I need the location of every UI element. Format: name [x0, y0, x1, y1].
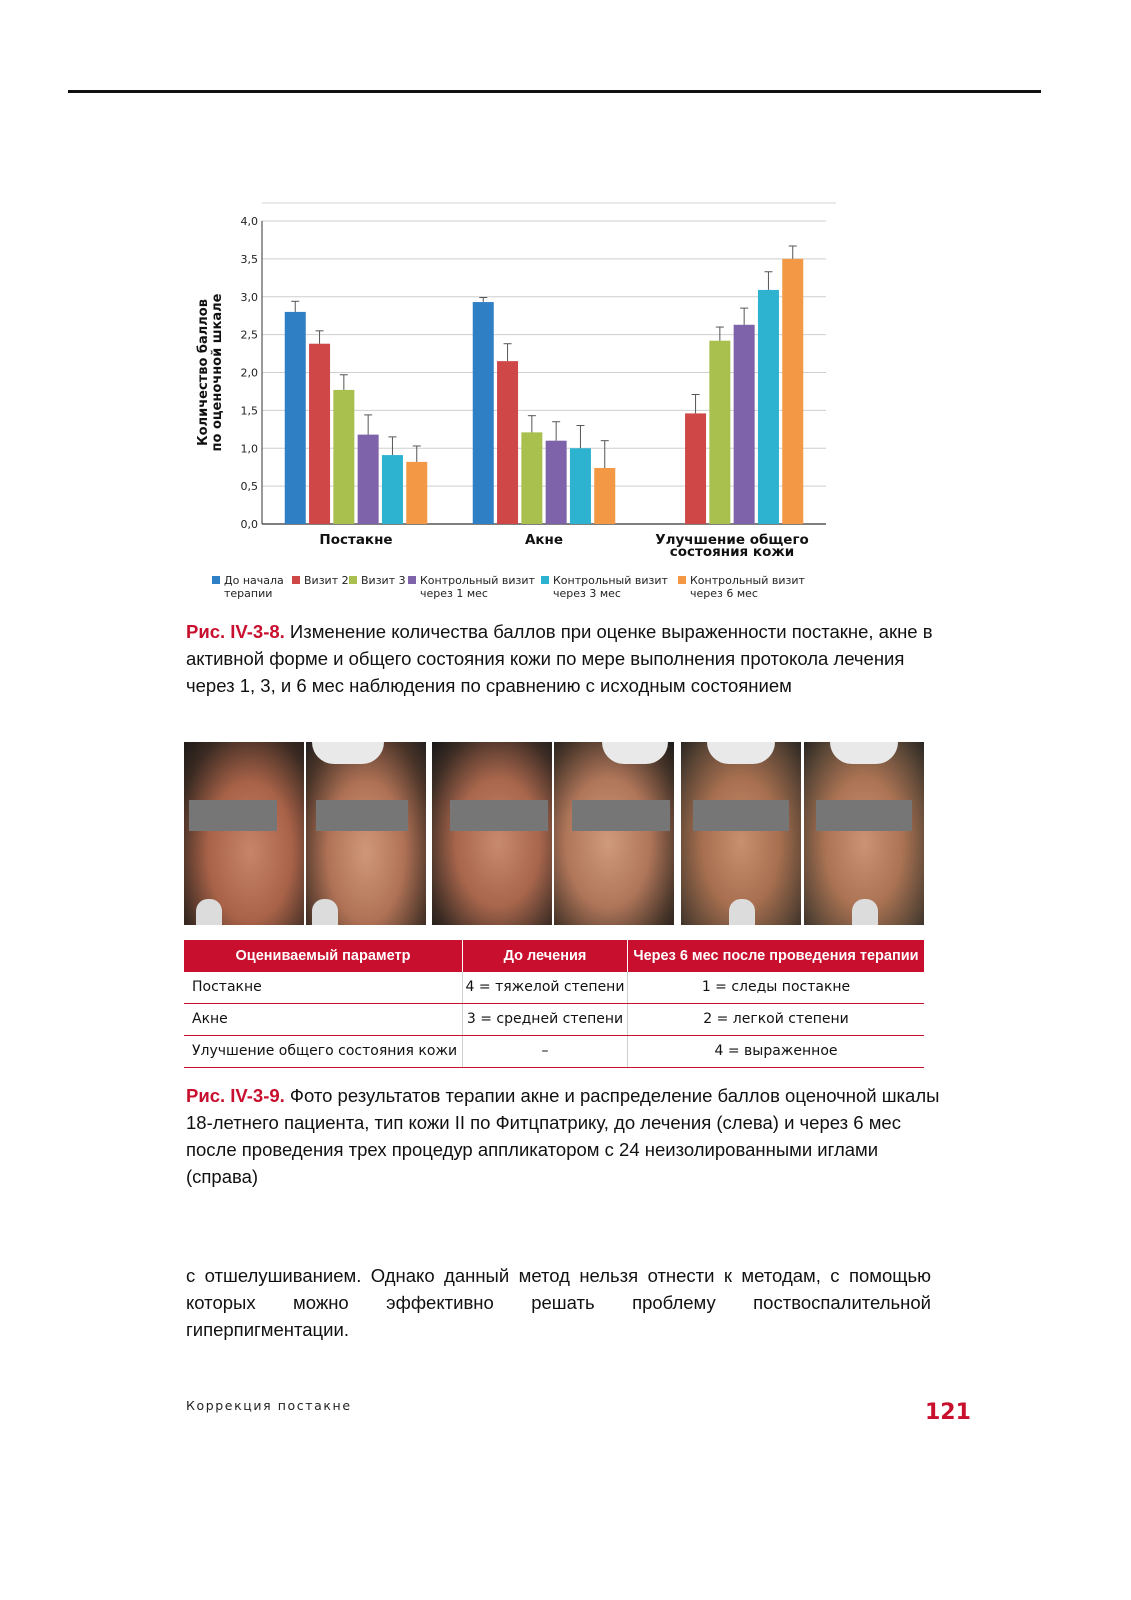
cell-before: – — [541, 1043, 549, 1059]
table-row — [184, 1004, 924, 1036]
y-tick-label: 0,5 — [240, 480, 258, 494]
y-axis-label — [196, 293, 225, 451]
bar — [285, 312, 306, 524]
legend-swatch — [349, 576, 357, 584]
bar — [309, 344, 330, 524]
bar — [406, 462, 427, 524]
y-tick-label: 0,0 — [240, 518, 258, 531]
figure-caption-2-text: Фото результатов терапии акне и распределение баллов оценочной шкалы 18-летнего пациента, тип кожи II по Фитцпатрику, до лечения (слева) и через 6 мес после проведения трех процедур аппликатором с 24 неизолированными иглами (справа) — [186, 1085, 940, 1187]
legend-label: Контрольный визит через 3 мес — [553, 574, 668, 600]
header-after: Через 6 мес после проведения терапии — [633, 948, 919, 964]
legend-swatch — [678, 576, 686, 584]
legend-label: Визит 2 — [304, 574, 349, 587]
x-category-label — [655, 532, 809, 560]
table-row — [184, 1036, 924, 1068]
legend-swatch — [212, 576, 220, 584]
photo-after-front — [804, 742, 924, 925]
cell-after: 2 = легкой степени — [703, 1011, 849, 1027]
bar — [333, 390, 354, 524]
bar — [685, 413, 706, 524]
cell-parameter: Постакне — [192, 979, 262, 995]
figure-label-2: Рис. IV-3-9. — [186, 1085, 285, 1106]
bar — [594, 468, 615, 524]
bar — [546, 441, 567, 524]
body-paragraph: с отшелушиванием. Однако данный метод нельзя отнести к методам, с помощью которых можно эффективно решать проблему поствоспалительной гиперпигментации. — [186, 1265, 931, 1340]
y-tick-label: 2,0 — [240, 366, 258, 380]
bar — [709, 341, 730, 524]
table-row — [184, 972, 924, 1004]
legend-label: Визит 3 — [361, 574, 406, 587]
page-number: 121 — [925, 1400, 971, 1425]
y-tick-label: 4,0 — [240, 215, 258, 228]
cell-after: 1 = следы постакне — [701, 979, 851, 995]
cell-before: 4 = тяжелой степени — [465, 979, 625, 995]
header-before: До лечения — [503, 948, 587, 964]
y-tick-label: 3,5 — [240, 252, 258, 266]
cell-after: 4 = выраженное — [714, 1043, 838, 1059]
y-tick-label: 1,0 — [240, 442, 258, 456]
photo-before-front — [681, 742, 801, 925]
patient-photos — [184, 742, 924, 925]
eye-mask — [572, 800, 670, 831]
bar — [521, 432, 542, 524]
legend-label: До начала терапии — [224, 574, 284, 600]
y-tick-label: 1,5 — [240, 404, 258, 418]
eye-mask — [693, 800, 789, 831]
bar — [382, 455, 403, 524]
running-footer-title: Коррекция постакне — [186, 1398, 352, 1413]
y-tick-label: 2,5 — [240, 328, 258, 342]
x-category-label — [319, 532, 392, 548]
figure-caption-2 — [186, 1082, 946, 1190]
bar — [734, 325, 755, 524]
photo-before-side — [184, 742, 304, 925]
y-axis-label-line: по оценочной шкале — [210, 293, 225, 452]
photo-after-side — [306, 742, 426, 925]
bar — [758, 290, 779, 524]
eye-mask — [816, 800, 912, 831]
legend-label: Контрольный визит через 6 мес — [690, 574, 805, 600]
x-category-label-line: Постакне — [319, 532, 393, 548]
x-category-label — [525, 532, 563, 548]
top-rule — [68, 90, 1041, 93]
bar-chart — [190, 195, 840, 565]
y-axis-label-line: Количество баллов — [196, 299, 211, 446]
bar — [570, 448, 591, 524]
cell-parameter: Акне — [192, 1011, 228, 1027]
eye-mask — [189, 800, 277, 831]
x-category-label-line: состояния кожи — [669, 544, 795, 560]
photo-after-front-left — [554, 742, 674, 925]
bar — [497, 361, 518, 524]
y-tick-label: 3,0 — [240, 290, 258, 304]
cell-parameter: Улучшение общего состояния кожи — [192, 1043, 458, 1059]
table-header — [184, 940, 924, 972]
legend-swatch — [292, 576, 300, 584]
x-category-label-line: Акне — [524, 532, 564, 548]
eye-mask — [316, 800, 408, 831]
header-parameter: Оцениваемый параметр — [235, 948, 411, 964]
bar — [782, 259, 803, 524]
figure-caption-1-text: Изменение количества баллов при оценке выраженности постакне, акне в активной форме и общего состояния кожи по мере выполнения протокола лечения через 1, 3, и 6 мес наблюдения по сравнению с исходным состоянием — [186, 621, 933, 696]
legend-swatch — [408, 576, 416, 584]
photo-before-front-left — [432, 742, 552, 925]
cell-before: 3 = средней степени — [466, 1011, 624, 1027]
legend-swatch — [541, 576, 549, 584]
scores-table — [184, 940, 924, 1068]
x-category-label-line: Улучшение общего — [655, 532, 809, 548]
legend-label: Контрольный визит через 1 мес — [420, 574, 535, 600]
chart-legend — [212, 574, 852, 606]
bar — [358, 435, 379, 524]
eye-mask — [450, 800, 548, 831]
figure-label-1: Рис. IV-3-8. — [186, 621, 285, 642]
figure-caption-1 — [186, 618, 946, 699]
bar — [473, 302, 494, 524]
